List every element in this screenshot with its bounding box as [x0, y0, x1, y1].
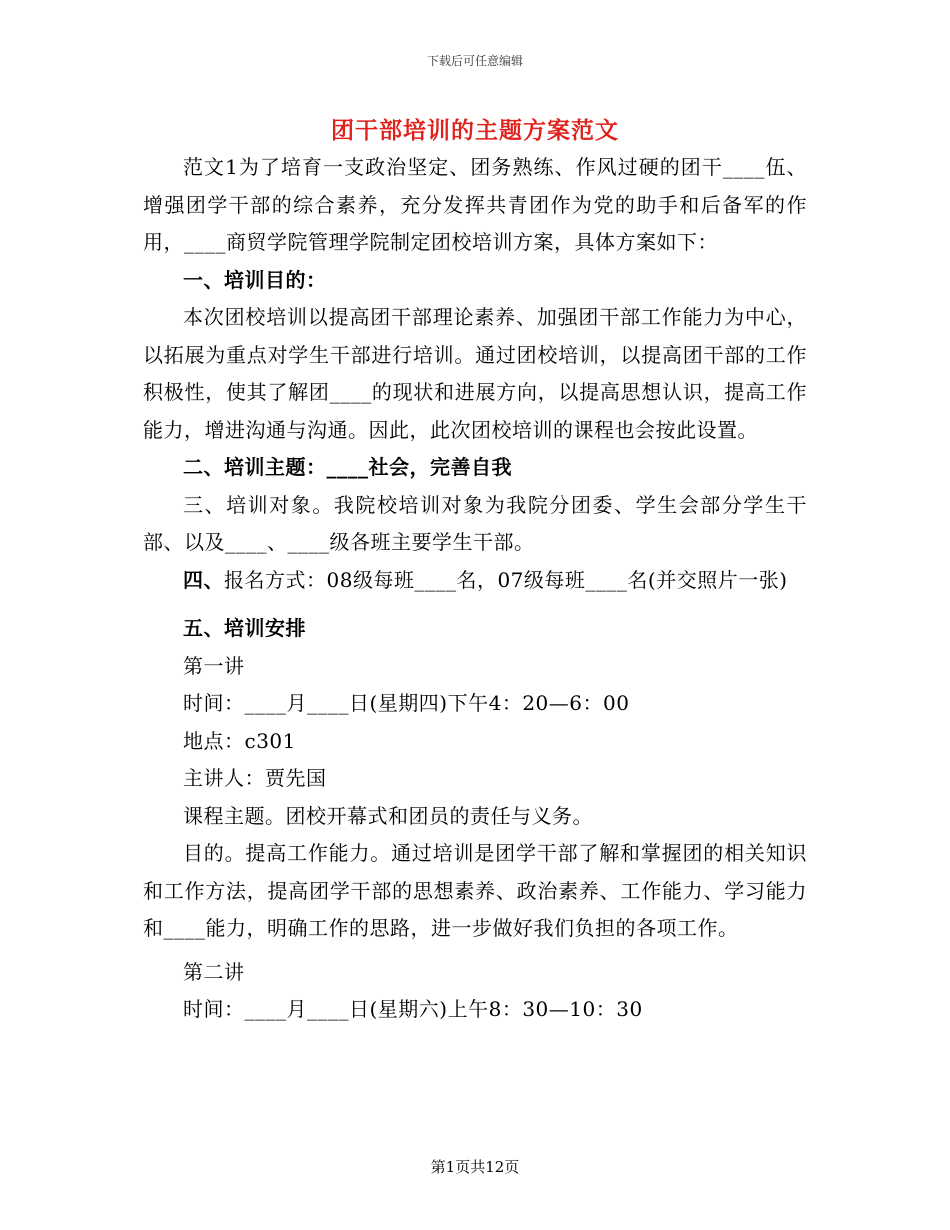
lecture-1-topic: 课程主题。团校开幕式和团员的责任与义务。	[183, 803, 593, 828]
document-body	[143, 149, 807, 1029]
lecture-1-title: 第一讲	[183, 653, 245, 678]
target-paragraph: 三、培训对象。我院校培训对象为我院分团委、学生会部分学生干部、以及____、____级各班主要学生干部。	[143, 492, 807, 554]
lecture-1-speaker: 主讲人：贾先国	[183, 766, 327, 790]
section-heading-theme: 二、培训主题：____社会，完善自我	[183, 455, 512, 479]
registration-text: 报名方式：08级每班____名，07级每班____名(并交照片一张)	[224, 567, 788, 592]
lecture-1-time: 时间：____月____日(星期四)下午4：20—6：00	[183, 691, 630, 715]
lecture-2-title: 第二讲	[183, 959, 245, 984]
page-header: 下载后可任意编辑	[426, 54, 523, 68]
lecture-1-place: 地点：c301	[183, 728, 296, 753]
section-heading-schedule: 五、培训安排	[183, 616, 306, 640]
intro-paragraph: 范文1为了培育一支政治坚定、团务熟练、作风过硬的团干____伍、增强团学干部的综合素养，充分发挥共青团作为党的助手和后备军的作用，____商贸学院管理学院制定团校培训方案，具体方案如下：	[143, 155, 807, 254]
lecture-2-time: 时间：____月____日(星期六)上午8：30—10：30	[183, 997, 643, 1021]
purpose-paragraph: 本次团校培训以提高团干部理论素养、加强团干部工作能力为中心，以拓展为重点对学生干部进行培训。通过团校培训，以提高团干部的工作积极性，使其了解团____的现状和进展方向，以提高思想认识，提高工作能力，增进沟通与沟通。因此，此次团校培训的课程也会按此设置。	[143, 305, 807, 442]
registration-number: 四、	[183, 567, 224, 592]
registration-paragraph	[143, 562, 807, 600]
section-heading-purpose: 一、培训目的：	[183, 267, 327, 292]
lecture-1-goal: 目的。提高工作能力。通过培训是团学干部了解和掌握团的相关知识和工作方法，提高团学干部的思想素养、政治素养、工作能力、学习能力和____能力，明确工作的思路，进一步做好我们负担的各项工作。	[143, 841, 807, 940]
document-title: 团干部培训的主题方案范文	[331, 117, 619, 144]
page-footer: 第1页共12页	[430, 1158, 520, 1176]
